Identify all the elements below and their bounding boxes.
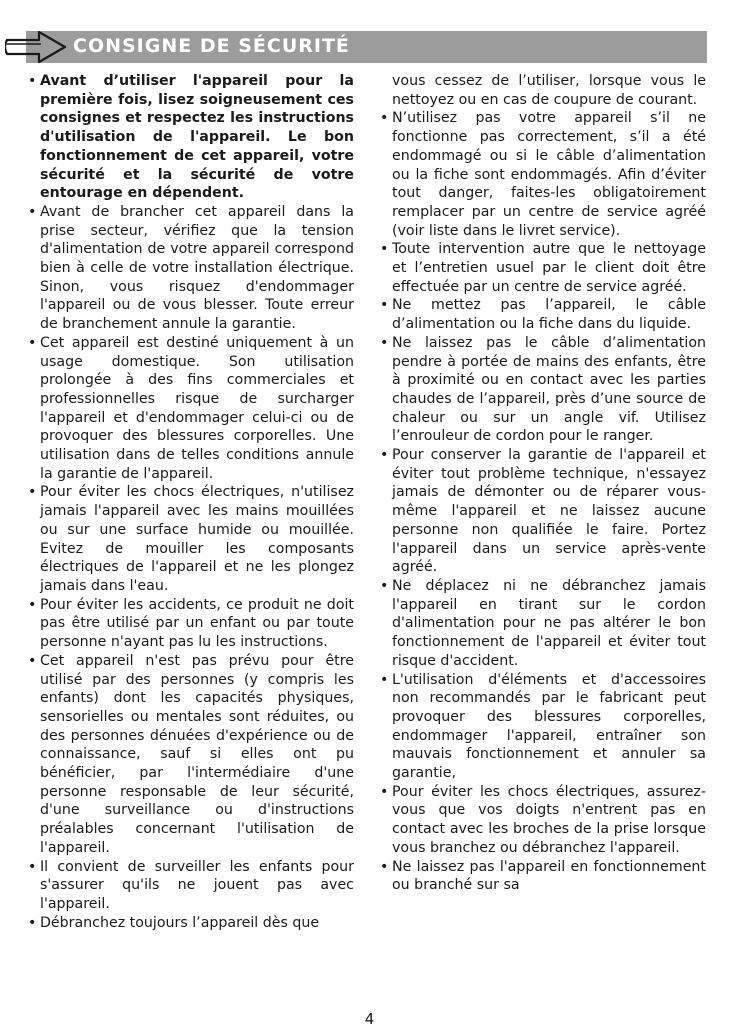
list-item [380,783,706,858]
bullet: • [28,914,37,931]
list-item [380,446,706,577]
bullet: • [380,447,389,464]
list-item-text: Débranchez toujours l’appareil dès que [40,914,320,931]
list-item-text: Il convient de surveiller les enfants pour s'assurer qu'ils ne jouent pas avec l'appareil. [40,858,354,912]
list-item [28,483,354,595]
arrow-outline-icon [5,28,69,66]
left-column [28,72,354,932]
section-title: CONSIGNE DE SÉCURITÉ [73,35,350,57]
list-item [380,671,706,783]
list-item-text: N’utilisez pas votre appareil s’il ne fonctionne pas correctement, s’il a été endommagé ou si le câble d’alimentation ou la fiche sont endommagés. Afin d’éviter tout danger, faites-les obligatoirement remplacer par un centre de service agréé (voir liste dans le livret service). [392,110,706,239]
list-item-text: Pour conserver la garantie de l'appareil et éviter tout problème technique, n'essayez jamais de démonter ou de réparer vous-même l'appareil et ne laissez aucune personne non qualifiée le faire. Portez l'appareil dans un service après-vente agréé. [392,447,706,576]
list-item-text: Avant de brancher cet appareil dans la prise secteur, vérifiez que la tension d'alimentation de votre appareil correspond bien à celle de votre installation électrique. Sinon, vous risquez d'endommager l'appareil ou de vous blesser. Toute erreur de branchement annule la garantie. [40,203,354,333]
bullet: • [28,652,37,669]
bullet: • [380,577,389,594]
list-item [380,240,706,296]
list-item [380,334,706,446]
list-item [380,858,706,895]
list-item-text: Ne mettez pas l’appareil, le câble d’alimentation ou la fiche dans du liquide. [392,297,706,333]
bullet: • [380,858,389,875]
list-item-text: Avant d’utiliser l'appareil pour la première fois, lisez soigneusement ces consignes et respectez les instructions d'utilisation de l'appareil. Le bon fonctionnement de cet appareil, votre sécurité et la sécurité de votre entourage en dépendent. [40,73,354,202]
list-item [380,577,706,671]
bullet: • [28,334,37,351]
list-item [380,296,706,333]
bullet: • [380,783,389,800]
list-item-text: Cet appareil est destiné uniquement à un usage domestique. Son utilisation prolongée à des fins commerciales et professionnelles risque de surcharger l'appareil et d'endommager celui-ci ou de provoquer des blessures corporelles. Une utilisation dans de telles conditions annule la garantie de l'appareil. [40,334,354,482]
bullet: • [380,334,389,351]
bullet: • [380,671,389,688]
bullet: • [28,596,37,613]
list-item [28,203,354,334]
list-item [28,334,354,484]
list-item-text: Ne déplacez ni ne débranchez jamais l'appareil en tirant sur le cordon d'alimentation pour ne pas altérer le bon fonctionnement de l'appareil et éviter tout risque d'accident. [392,577,706,669]
continued-text: vous cessez de l’utiliser, lorsque vous le nettoyez ou en cas de coupure de courant. [392,73,706,108]
bullet: • [380,110,389,127]
bullet: • [28,73,37,89]
page-number: 4 [364,1010,375,1028]
bullet: • [28,203,37,220]
list-item [28,914,354,933]
bullet: • [380,241,389,258]
list-item [28,72,354,203]
list-item-text: Cet appareil n'est pas prévu pour être utilisé par des personnes (y compris les enfants) dont les capacités physiques, sensorielles ou mentales sont réduites, ou des personnes dénuées d'expérience ou de connaissance, sauf si elles ont pu bénéficier, par l'intermédiaire d'une personne responsable de leur sécurité, d'une surveillance ou d'instructions préalables concernant l'utilisation de l'appareil. [40,652,354,856]
bullet: • [380,297,389,314]
list-item-text: Ne laissez pas l'appareil en fonctionnement ou branché sur sa [392,858,706,894]
list-item-text: Ne laissez pas le câble d’alimentation pendre à portée de mains des enfants, être à proximité ou en contact avec les parties chaudes de l’appareil, près d’une source de chaleur ou sur un angle vif. Utilisez l’enrouleur de cordon pour le ranger. [392,334,706,445]
bullet: • [28,858,37,875]
list-item [380,109,706,240]
list-item [28,652,354,858]
list-item-text: Pour éviter les chocs électriques, n'utilisez jamais l'appareil avec les mains mouillées ou sur une surface humide ou mouillée. Evitez de mouiller les composants électriques de l'appareil et ne les plongez jamais dans l'eau. [40,484,354,594]
list-item-text: Toute intervention autre que le nettoyage et l’entretien usuel par le client doit être effectuée par un centre de service agréé. [392,241,706,295]
list-item [28,858,354,914]
list-item [28,596,354,652]
bullet: • [28,484,37,501]
list-item-text: L'utilisation d'éléments et d'accessoires non recommandés par le fabricant peut provoquer des blessures corporelles, endommager l'appareil, entraîner son mauvais fonctionnement et annuler sa garantie, [392,671,706,782]
list-item-text: Pour éviter les accidents, ce produit ne doit pas être utilisé par un enfant ou par toute personne n'ayant pas lu les instructions. [40,596,354,651]
right-column [380,72,706,895]
list-item-text: Pour éviter les chocs électriques, assurez-vous que vos doigts n'entrent pas en contact avec les broches de la prise lorsque vous branchez ou débranchez l'appareil. [392,783,706,856]
